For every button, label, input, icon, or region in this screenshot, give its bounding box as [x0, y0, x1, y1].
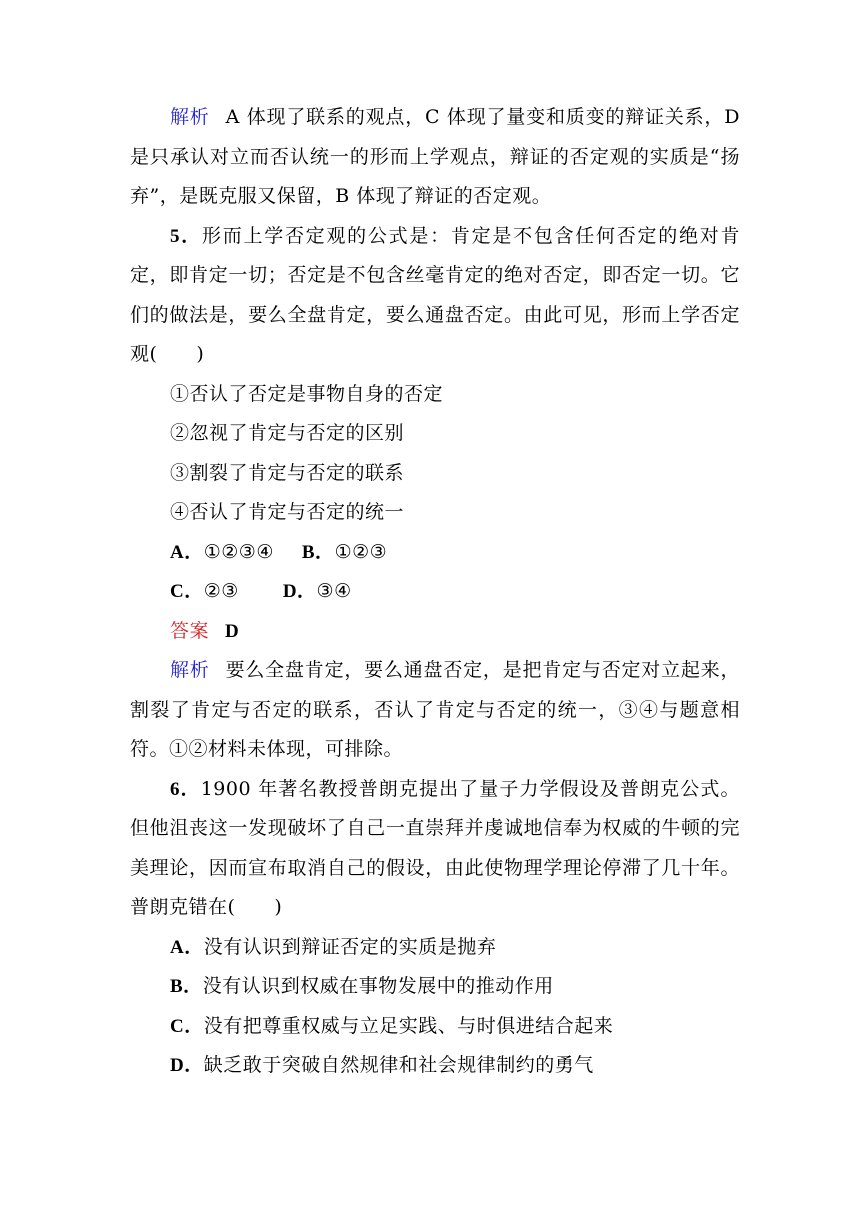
- question-number: 6．: [170, 778, 201, 800]
- option-c-label: C．: [170, 581, 204, 602]
- option-b-label: B．: [301, 541, 335, 563]
- option-label: B．: [170, 976, 203, 997]
- analysis-tag: 解析: [170, 106, 210, 128]
- q5-analysis: [130, 651, 740, 770]
- option-d-text: ③④: [316, 580, 352, 602]
- q6-option-d: [170, 1046, 740, 1086]
- statement-3: ③割裂了肯定与否定的联系: [170, 461, 405, 484]
- statement-1: ①否认了否定是事物自身的否定: [170, 382, 444, 405]
- option-a-text: ①②③④: [203, 540, 274, 563]
- question-stem: 1900 年著名教授普朗克提出了量子力学假设及普朗克公式。但他沮丧这一发现破坏了自己一直崇拜并虔诚地信奉为权威的牛顿的完美理论，因而宣布取消自己的假设，由此使物理学理论停滞了几十年。普朗克错在( ): [130, 777, 740, 918]
- question-number: 5．: [170, 225, 202, 247]
- option-label: A．: [170, 936, 204, 958]
- answer-tag: 答案: [170, 619, 210, 642]
- analysis-text: 要么全盘肯定，要么通盘否定，是把肯定与否定对立起来，割裂了肯定与否定的联系，否认了肯定与否定的统一，③④与题意相符。①②材料未体现，可排除。: [130, 659, 740, 760]
- q5-stem: [130, 217, 740, 375]
- q6-stem: [130, 770, 740, 928]
- option-label: D．: [170, 1055, 204, 1076]
- option-c-text: ②③: [203, 580, 239, 602]
- q4-analysis: [130, 98, 740, 217]
- option-text: 没有认识到辩证否定的实质是抛弃: [203, 935, 497, 958]
- option-text: 缺乏敢于突破自然规律和社会规律制约的勇气: [203, 1054, 594, 1076]
- option-text: 没有认识到权威在事物发展中的推动作用: [202, 975, 554, 997]
- question-stem: 形而上学否定观的公式是：肯定是不包含任何否定的绝对肯定，即肯定一切；否定是不包含丝毫肯定的绝对否定，即否定一切。它们的做法是，要么全盘肯定，要么通盘否定。由此可见，形而上学否定观( ): [130, 224, 740, 365]
- statement-2: ②忽视了肯定与否定的区别: [170, 422, 405, 444]
- q6-option-a: [170, 928, 740, 968]
- q6-option-c: [170, 1007, 740, 1047]
- option-b-text: ①②③: [334, 540, 388, 563]
- options-row-1: [170, 533, 740, 573]
- analysis-text: A 体现了联系的观点，C 体现了量变和质变的辩证关系，D 是只承认对立而否认统一的形而上学观点，辩证的否定观的实质是“扬弃”，是既克服又保留，B 体现了辩证的否定观。: [130, 106, 740, 207]
- statement-4: ④否认了肯定与否定的统一: [170, 501, 405, 523]
- q5-answer: [170, 612, 740, 652]
- option-a-label: A．: [170, 541, 204, 563]
- q6-option-b: [170, 967, 740, 1007]
- option-text: 没有把尊重权威与立足实践、与时俱进结合起来: [203, 1014, 614, 1037]
- option-d-label: D．: [282, 581, 317, 602]
- options-row-2: [170, 572, 740, 612]
- analysis-tag: 解析: [170, 659, 210, 681]
- answer-value: D: [225, 620, 240, 642]
- option-label: C．: [170, 1015, 204, 1037]
